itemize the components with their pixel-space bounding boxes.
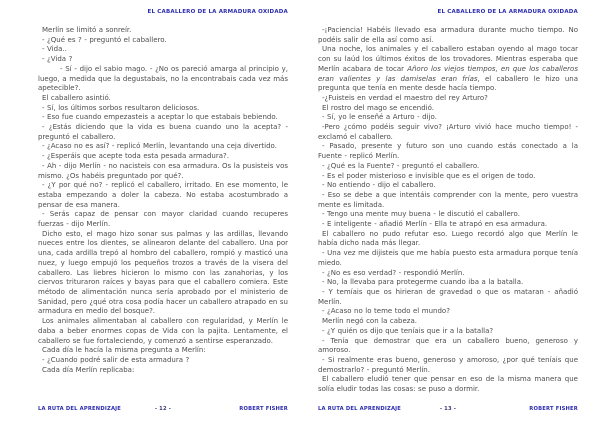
paragraph: -Pero ¿cómo podéis seguir vivo? ¡Arturo vivió hace mucho tiempo! - exclamó el caballero. [318, 123, 578, 141]
paragraph: - Eso se debe a que intentáis comprender con la mente, pero vuestra mente es limitada. [318, 190, 578, 209]
paragraph: - Tenía que demostrar que era un caballero bueno, generoso y amoroso. [318, 336, 578, 355]
running-header: EL CABALLERO DE LA ARMADURA OXIDADA [147, 9, 288, 15]
song-title: Añoro los viejos tiempos, en que los caballeros eran valientes y las damiselas eran frías [318, 64, 578, 83]
paragraph: - E inteligente - añadió Merlín - Ella te atrapó en esa armadura. [322, 220, 548, 229]
paragraph [318, 45, 578, 94]
paragraph: - Vida.. [42, 45, 67, 54]
paragraph: El caballero no pudo refutar eso. Luego recordó algo que Merlín le había dicho nada más llegar. [318, 229, 578, 248]
paragraph: - ¿Esperáis que acepte toda esta pesada armadura?. [42, 152, 229, 161]
paragraph: - Una vez me dijisteis que me había puesto esta armadura porque tenía miedo. [318, 249, 578, 267]
paragraph: Dicho esto, el mago hizo sonar sus palmas y las ardillas, llevando nueces entre los dientes, se alinearon delante del caballero. Una por una, cada ardilla trepó al hombro del caballero, rompió y masticó una nuez, y luego empujó los pequeños trozos a través de la visera del caballero. Las liebres hicieron lo mismo con las zanahorias, y los ciervos trituraron raíces y bayas para que el caballero comiera. Este método de alimentación nunca sería aprobado por el ministerio de Sanidad, pero ¿qué otra cosa podía hacer un caballero atrapado en su armadura en medio del bosque?. [38, 229, 288, 316]
paragraph: - ¿Vida ? [42, 55, 73, 64]
running-header: EL CABALLERO DE LA ARMADURA OXIDADA [437, 9, 578, 15]
paragraph: - ¿Acaso no es así? - replicó Merlín, levantando una ceja divertido. [42, 142, 277, 151]
paragraph: -¡Paciencia! Habéis llevado esa armadura durante mucho tiempo. No podéis salir de ella así como así. [318, 26, 578, 44]
page-footer [38, 406, 288, 412]
paragraph: - ¿Y por qué no? - replicó el caballero, irritado. En ese momento, le estaba empezando a doler la cabeza. No estaba acostumbrado a pensar de esa manera. [38, 181, 288, 209]
footer-author-name: ROBERT FISHER [529, 406, 578, 412]
paragraph: El caballero asintió. [42, 93, 111, 102]
paragraph: - Pasado, presente y futuro son uno cuando estás conectado a la Fuente - replicó Merlín. [318, 142, 578, 161]
paragraph: - Si realmente eras bueno, generoso y amoroso, ¿por qué teníais que demostrarlo? - preguntó Merlín. [318, 355, 578, 374]
paragraph: - ¿Acaso no lo teme todo el mundo? [322, 307, 450, 316]
paragraph: Cada día Merlín replicaba: [42, 365, 135, 374]
page-right [300, 0, 600, 424]
paragraph: El rostro del mago se encendió. [322, 103, 434, 112]
paragraph: - Serás capaz de pensar con mayor claridad cuando recuperes fuerzas - dijo Merlín. [38, 210, 288, 229]
paragraph: - ¿Qué es la Fuente? - preguntó el caballero. [322, 161, 480, 170]
paragraph-text: Una noche, los animales y el caballero estaban oyendo al mago tocar con su laúd los últimos éxitos de los trovadores. Mientras esperaba que Merlín acabara de tocar [318, 45, 578, 73]
page-number: - 13 - [439, 406, 457, 412]
page-number: - 12 - [154, 406, 172, 412]
paragraph: - Sí - dijo el sabio mago. - ¿No os pareció amarga al principio y, luego, a medida que la degustabais, no la encontrabais cada vez más apetecible?. [38, 64, 288, 93]
paragraph: - ¿Y quién os dijo que teníais que ir a la batalla? [322, 326, 494, 335]
paragraph: Cada día le hacía la misma pregunta a Merlín: [42, 346, 206, 355]
page-left-body [38, 26, 288, 375]
footer-series-title: LA RUTA DEL APRENDIZAJE [38, 406, 122, 412]
footer-author-name: ROBERT FISHER [239, 406, 288, 412]
paragraph-text: , el caballero le hizo una pregunta que tenía en mente desde hacía tiempo. [318, 74, 578, 93]
paragraph: - No entiendo - dijo el caballero. [322, 181, 436, 190]
paragraph: -¿Fuisteis en verdad el maestro del rey Arturo? [322, 93, 488, 102]
paragraph: - Tengo una mente muy buena - le discutió el caballero. [322, 210, 520, 219]
page-footer [318, 406, 578, 412]
paragraph: Merlín se limitó a sonreír. [42, 26, 132, 34]
paragraph: Merlín negó con la cabeza. [322, 317, 417, 326]
paragraph: - ¿Qué es ? - preguntó el caballero. [42, 35, 167, 44]
paragraph: - Sí, yo le enseñé a Arturo - dijo. [322, 113, 437, 122]
paragraph: - Y temíais que os hirieran de gravedad o que os mataran - añadió Merlín. [318, 287, 578, 306]
paragraph: - Sí, los últimos sorbos resultaron deliciosos. [42, 103, 200, 112]
paragraph: - ¿No es eso verdad? - respondió Merlín. [322, 268, 465, 277]
paragraph: - No, la llevaba para protegerme cuando iba a la batalla. [322, 278, 524, 287]
page-right-body [318, 26, 578, 395]
paragraph: - ¿Estás diciendo que la vida es buena cuando uno la acepta? - preguntó el caballero. [38, 123, 288, 141]
paragraph: - Eso fue cuando empezasteis a aceptar lo que estabais bebiendo. [42, 113, 278, 122]
paragraph: - ¿Cuando podré salir de esta armadura ? [42, 355, 190, 364]
paragraph: El caballero eludió tener que pensar en eso de la misma manera que solía eludir todas las cosas: se puso a dormir. [318, 375, 578, 394]
paragraph: Los animales alimentaban al caballero con regularidad, y Merlín le daba a beber enormes copas de Vida con la pajita. Lentamente, el caballero se fue fortaleciendo, y comenzó a sentirse esperanzado. [38, 317, 288, 345]
paragraph: - Es el poder misterioso e invisible que es el origen de todo. [322, 171, 536, 180]
footer-series-title: LA RUTA DEL APRENDIZAJE [318, 406, 402, 412]
paragraph: - Ah - dijo Merlín - no nacisteis con esa armadura. Os la pusisteis vos mismo. ¿Os habéis preguntado por qué?. [38, 161, 288, 180]
